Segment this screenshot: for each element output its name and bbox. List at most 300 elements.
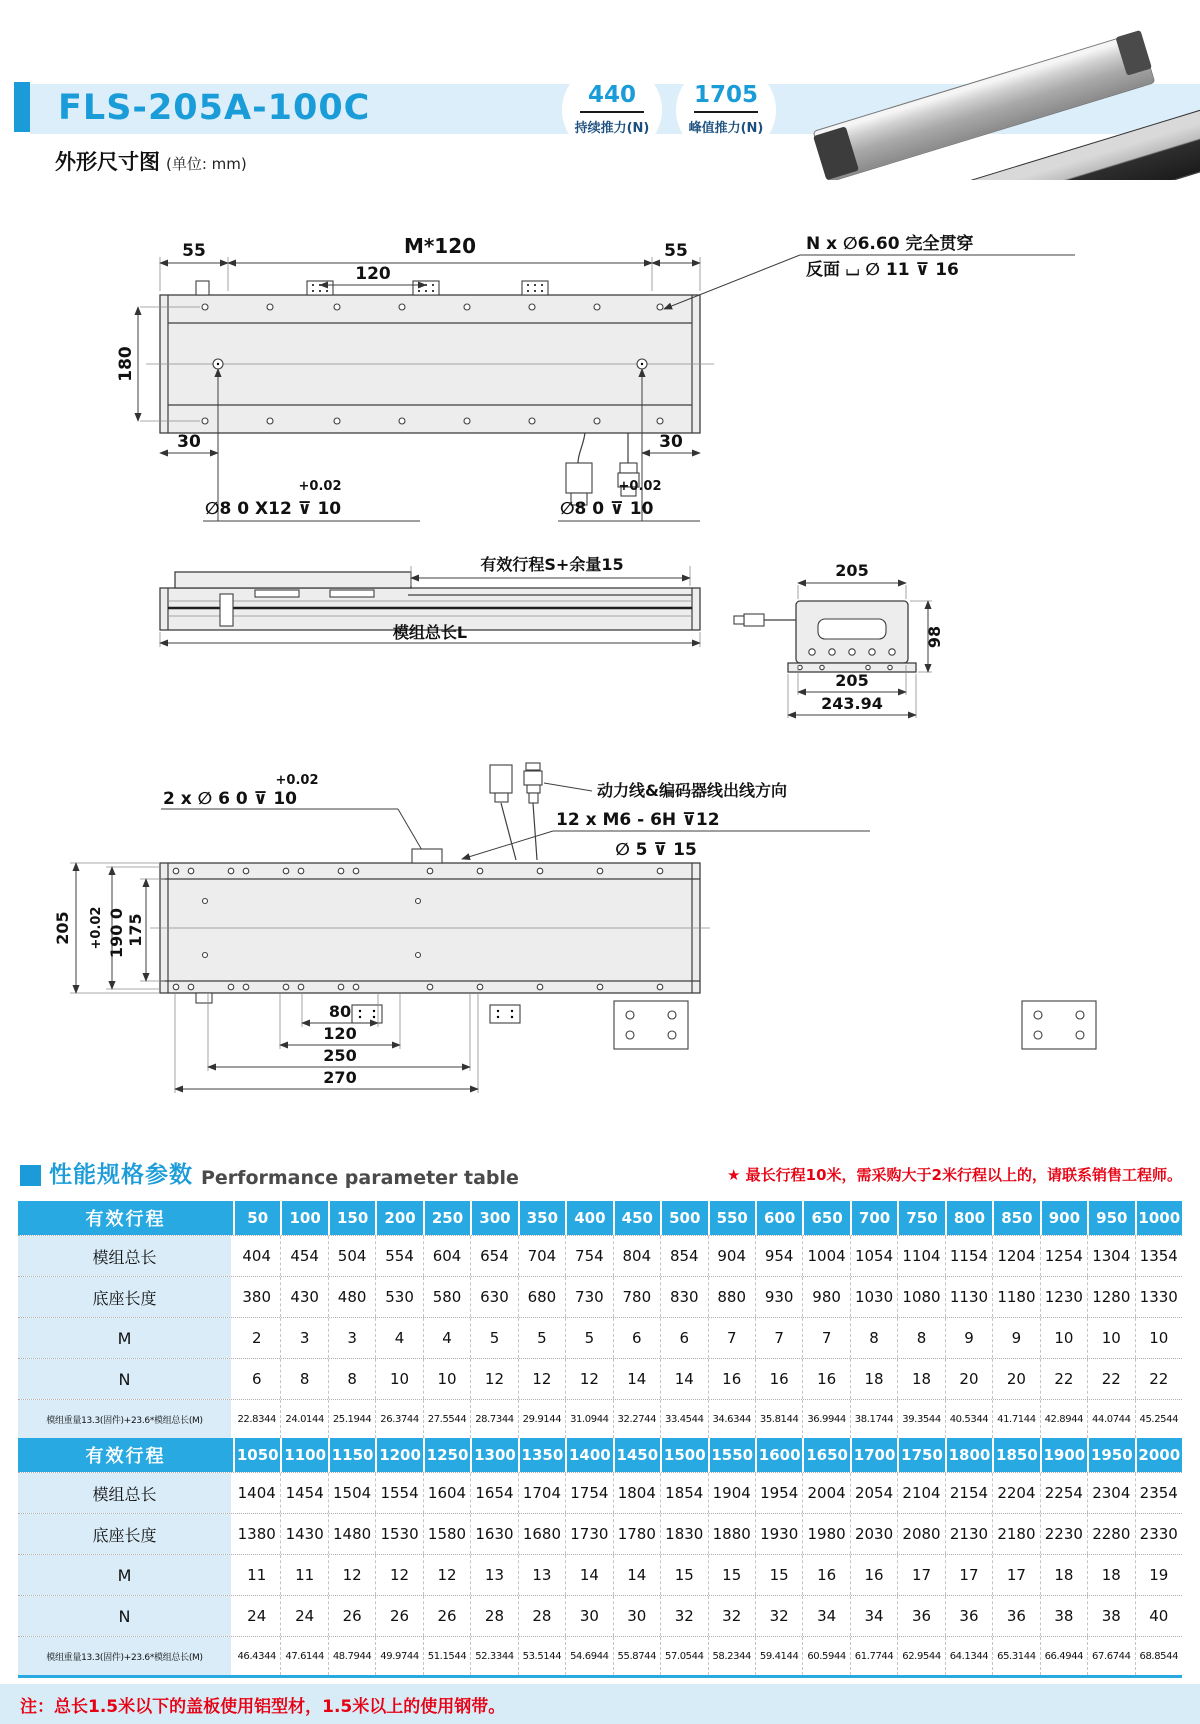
column-header-cell: 200 <box>375 1201 422 1235</box>
table-cell: 1854 <box>660 1473 707 1513</box>
column-header-cell: 850 <box>992 1201 1039 1235</box>
bottom-view-drawing <box>150 849 1096 1049</box>
table-cell: 26 <box>328 1596 375 1636</box>
table-cell: 26 <box>375 1596 422 1636</box>
table-header-row <box>18 1201 1182 1235</box>
table-cell: 16 <box>850 1555 897 1595</box>
table-cell: 44.0744 <box>1087 1400 1134 1438</box>
m6-thread-note: 12 x M6 - 6H ⊽12 <box>556 810 720 830</box>
tol-left: ∅8 0 X12 ⊽ 10 <box>205 499 342 519</box>
table-cell: 8 <box>897 1318 944 1358</box>
dim-250: 250 <box>323 1046 357 1065</box>
table-cell: 14 <box>565 1555 612 1595</box>
table-cell: 1654 <box>470 1473 517 1513</box>
divider <box>580 111 644 113</box>
stroke-warning-note: ★ 最长行程10米，需采购大于2米行程以上的，请联系销售工程师。 <box>727 1166 1182 1184</box>
table-cell: 12 <box>470 1359 517 1399</box>
column-header-cell: 1400 <box>565 1438 612 1472</box>
table-cell: 430 <box>280 1277 327 1317</box>
table-cell: 1304 <box>1087 1236 1134 1276</box>
table-cell: 1404 <box>237 1484 276 1502</box>
table-cell: 1604 <box>423 1473 470 1513</box>
table-cell: 14 <box>660 1359 707 1399</box>
table-cell: 704 <box>518 1236 565 1276</box>
column-header-cell: 1250 <box>423 1438 470 1472</box>
drawing-section-title <box>55 146 247 176</box>
total-length-label: 模组总长L <box>392 623 468 642</box>
table-cell: 57.0544 <box>660 1637 707 1675</box>
table-cell: 1004 <box>802 1236 849 1276</box>
sensor-tab <box>196 281 209 295</box>
table-cell: 2204 <box>992 1473 1039 1513</box>
table-cell: 36 <box>945 1596 992 1636</box>
column-header-cell: 750 <box>897 1201 944 1235</box>
table-cell: 35.8144 <box>755 1400 802 1438</box>
table-cell: 53.5144 <box>518 1637 565 1675</box>
table-cell: 30 <box>565 1596 612 1636</box>
table-cell: 3 <box>328 1318 375 1358</box>
table-cell: 754 <box>565 1236 612 1276</box>
table-cell: 20 <box>945 1359 992 1399</box>
table-cell: 5 <box>470 1318 517 1358</box>
table-cell: 554 <box>375 1236 422 1276</box>
table-cell: 5 <box>518 1318 565 1358</box>
dim-180: 180 <box>116 346 136 382</box>
dim-243: 243.94 <box>821 694 883 713</box>
column-header-cell: 550 <box>708 1201 755 1235</box>
table-cell: 2180 <box>992 1514 1039 1554</box>
performance-section-header <box>18 1149 1182 1189</box>
table-cell: 2054 <box>850 1473 897 1513</box>
table-cell: 41.7144 <box>992 1400 1039 1438</box>
table-cell: 854 <box>660 1236 707 1276</box>
table-cell: 1254 <box>1040 1236 1087 1276</box>
table-cell: 904 <box>708 1236 755 1276</box>
bottom-view-annotations <box>161 763 870 860</box>
table-cell: 5 <box>565 1318 612 1358</box>
column-header-cell: 2000 <box>1135 1438 1182 1472</box>
table-cell: 780 <box>613 1277 660 1317</box>
table-header-row <box>18 1438 1182 1472</box>
table-cell: 1830 <box>660 1514 707 1554</box>
performance-section <box>0 1135 1200 1678</box>
table-cell: 930 <box>755 1277 802 1317</box>
table-cell: 654 <box>470 1236 517 1276</box>
table-cell: 34 <box>850 1596 897 1636</box>
dimension-drawings <box>0 195 1200 1135</box>
table-cell: 20 <box>992 1359 1039 1399</box>
table-cell: 1204 <box>992 1236 1039 1276</box>
table-cell: 31.0944 <box>565 1400 612 1438</box>
table-cell: 1454 <box>280 1473 327 1513</box>
table-cell: 19 <box>1135 1555 1182 1595</box>
column-header-cell: 1700 <box>850 1438 897 1472</box>
table-cell: 630 <box>470 1277 517 1317</box>
table-cell: 15 <box>708 1555 755 1595</box>
table-cell: 61.7744 <box>850 1637 897 1675</box>
row-label: 底座长度 <box>18 1514 233 1554</box>
table-cell: 2104 <box>897 1473 944 1513</box>
table-cell: 54.6944 <box>565 1637 612 1675</box>
table-cell: 1230 <box>1040 1277 1087 1317</box>
table-cell: 1180 <box>992 1277 1039 1317</box>
table-cell: 55.8744 <box>613 1637 660 1675</box>
column-header-cell: 1000 <box>1135 1201 1182 1235</box>
table-cell: 40.5344 <box>945 1400 992 1438</box>
table-cell: 10 <box>423 1359 470 1399</box>
table-cell: 7 <box>755 1318 802 1358</box>
table-cell: 10 <box>1040 1318 1087 1358</box>
column-header-cell: 450 <box>613 1201 660 1235</box>
table-cell: 17 <box>945 1555 992 1595</box>
table-cell: 40 <box>1135 1596 1182 1636</box>
table-cell: 62.9544 <box>897 1637 944 1675</box>
table-cell: 38 <box>1040 1596 1087 1636</box>
table-cell: 1980 <box>802 1514 849 1554</box>
table-cell: 12 <box>518 1359 565 1399</box>
column-header-cell: 1150 <box>328 1438 375 1472</box>
table-cell: 27.5544 <box>423 1400 470 1438</box>
table-cell: 1430 <box>280 1514 327 1554</box>
table-cell: 1804 <box>613 1473 660 1513</box>
cable-connectors <box>566 433 639 505</box>
table-cell: 730 <box>565 1277 612 1317</box>
table-cell: 18 <box>1040 1555 1087 1595</box>
table-cell: 36 <box>992 1596 1039 1636</box>
table-cell: 32 <box>755 1596 802 1636</box>
table-cell: 12 <box>328 1555 375 1595</box>
table-cell: 36 <box>897 1596 944 1636</box>
table-cell: 6 <box>251 1370 262 1388</box>
table-cell: 2280 <box>1087 1514 1134 1554</box>
section-title-en: Performance parameter table <box>201 1167 519 1189</box>
dim-205-bottom: 205 <box>835 671 869 690</box>
table-cell: 580 <box>423 1277 470 1317</box>
drawing-unit: (单位: mm) <box>166 155 247 173</box>
column-header-cell: 300 <box>470 1201 517 1235</box>
column-header-cell: 900 <box>1040 1201 1087 1235</box>
table-cell: 16 <box>755 1359 802 1399</box>
stroke-dim-label: 有效行程S+余量15 <box>480 555 624 574</box>
table-row <box>18 1317 1182 1358</box>
column-header-cell: 600 <box>755 1201 802 1235</box>
column-header-cell: 1600 <box>755 1438 802 1472</box>
table-cell: 30 <box>613 1596 660 1636</box>
performance-table-2 <box>18 1438 1182 1675</box>
table-cell: 8 <box>280 1359 327 1399</box>
footnote-band <box>0 1684 1200 1724</box>
table-cell: 454 <box>280 1236 327 1276</box>
table-cell: 1580 <box>423 1514 470 1554</box>
table-cell: 28 <box>470 1596 517 1636</box>
connector-blocks <box>307 281 548 295</box>
table-cell: 33.4544 <box>660 1400 707 1438</box>
column-header-cell: 100 <box>280 1201 327 1235</box>
column-header-cell: 50 <box>233 1201 280 1235</box>
dim-120-bottom: 120 <box>323 1024 357 1043</box>
drawing-title: 外形尺寸图 <box>55 150 160 174</box>
table-cell: 9 <box>992 1318 1039 1358</box>
column-header-cell: 1500 <box>660 1438 707 1472</box>
table-cell: 18 <box>1087 1555 1134 1595</box>
table-cell: 68.8544 <box>1135 1637 1182 1675</box>
dim-175: 175 <box>126 913 145 947</box>
table-cell: 980 <box>802 1277 849 1317</box>
phi5-note: ∅ 5 ⊽ 15 <box>615 840 697 860</box>
performance-table-1 <box>18 1201 1182 1438</box>
column-header-cell: 400 <box>565 1201 612 1235</box>
column-header-cell: 1100 <box>280 1438 327 1472</box>
table-cell: 2304 <box>1087 1473 1134 1513</box>
peak-thrust-badge <box>676 62 776 158</box>
table-cell: 34 <box>802 1596 849 1636</box>
row-label: 模组重量13.3(固件)+23.6*模组总长(M) <box>18 1637 233 1675</box>
row-label: 模组总长 <box>18 1473 233 1513</box>
table-cell: 380 <box>242 1288 272 1306</box>
table-cell: 804 <box>613 1236 660 1276</box>
continuous-thrust-badge <box>562 62 662 158</box>
table-cell: 604 <box>423 1236 470 1276</box>
table-cell: 1054 <box>850 1236 897 1276</box>
table-cell: 1380 <box>237 1525 276 1543</box>
table-cell: 3 <box>280 1318 327 1358</box>
table-cell: 2 <box>251 1329 262 1347</box>
table-cell: 46.4344 <box>237 1650 276 1662</box>
table-cell: 404 <box>242 1247 272 1265</box>
row-label: 模组总长 <box>18 1236 233 1276</box>
table-cell: 2330 <box>1135 1514 1182 1554</box>
table-cell: 2254 <box>1040 1473 1087 1513</box>
mount-foot-blocks <box>352 1001 1096 1049</box>
hole-note-line2: 反面 ⌴ ∅ 11 ⊽ 16 <box>806 260 959 280</box>
table-cell: 1554 <box>375 1473 422 1513</box>
dim-m120: M*120 <box>403 234 477 258</box>
table-cell: 504 <box>328 1236 375 1276</box>
dim-190: 190 0 <box>107 907 126 959</box>
table-cell: 60.5944 <box>802 1637 849 1675</box>
dim-55-right: 55 <box>664 241 688 261</box>
table-cell: 28 <box>518 1596 565 1636</box>
table-cell: 28.7344 <box>470 1400 517 1438</box>
table-cell: 1880 <box>708 1514 755 1554</box>
table-cell: 2080 <box>897 1514 944 1554</box>
section-title-cn: 性能规格参数 <box>49 1162 193 1188</box>
table-cell: 34.6344 <box>708 1400 755 1438</box>
table-cell: 32 <box>708 1596 755 1636</box>
column-header-cell: 950 <box>1087 1201 1134 1235</box>
table-cell: 1730 <box>565 1514 612 1554</box>
column-header-cell: 250 <box>423 1201 470 1235</box>
column-header-cell: 1850 <box>992 1438 1039 1472</box>
table-cell: 18 <box>897 1359 944 1399</box>
table-cell: 52.3344 <box>470 1637 517 1675</box>
column-header-cell: 150 <box>328 1201 375 1235</box>
column-header-cell: 1650 <box>802 1438 849 1472</box>
column-header-cell: 650 <box>802 1201 849 1235</box>
dim-55-left: 55 <box>182 241 206 261</box>
table-cell: 11 <box>280 1555 327 1595</box>
column-header-cell: 1750 <box>897 1438 944 1472</box>
table-cell: 10 <box>1135 1318 1182 1358</box>
table-cell: 26.3744 <box>375 1400 422 1438</box>
column-header-cell: 1950 <box>1087 1438 1134 1472</box>
table-cell: 1630 <box>470 1514 517 1554</box>
table-cell: 16 <box>708 1359 755 1399</box>
table-cell: 58.2344 <box>708 1637 755 1675</box>
table-cell: 1154 <box>945 1236 992 1276</box>
table-cell: 39.3544 <box>897 1400 944 1438</box>
table-cell: 1904 <box>708 1473 755 1513</box>
continuous-thrust-label: 持续推力(N) <box>574 121 650 136</box>
table-cell: 32 <box>660 1596 707 1636</box>
accent-bar <box>14 82 30 132</box>
row-label: 模组重量13.3(固件)+23.6*模组总长(M) <box>18 1400 233 1438</box>
table-row <box>18 1276 1182 1317</box>
row-label: M <box>18 1555 233 1595</box>
table-cell: 2230 <box>1040 1514 1087 1554</box>
dim-205-top: 205 <box>835 561 869 580</box>
table-cell: 15 <box>660 1555 707 1595</box>
table-cell: 15 <box>755 1555 802 1595</box>
stroke-header-cell: 有效行程 <box>18 1438 233 1472</box>
table-cell: 1530 <box>375 1514 422 1554</box>
stroke-header-cell: 有效行程 <box>18 1201 233 1235</box>
table-row <box>18 1636 1182 1675</box>
table-cell: 8 <box>328 1359 375 1399</box>
table-row <box>18 1235 1182 1276</box>
table-cell: 38 <box>1087 1596 1134 1636</box>
table-cell: 4 <box>423 1318 470 1358</box>
table-cell: 67.6744 <box>1087 1637 1134 1675</box>
performance-tables <box>18 1201 1182 1678</box>
dim-120: 120 <box>355 264 391 284</box>
column-header-cell: 1900 <box>1040 1438 1087 1472</box>
table-cell: 1680 <box>518 1514 565 1554</box>
table-cell: 6 <box>660 1318 707 1358</box>
column-header-cell: 1200 <box>375 1438 422 1472</box>
divider <box>694 111 758 113</box>
table-cell: 2354 <box>1135 1473 1182 1513</box>
table-cell: 32.2744 <box>613 1400 660 1438</box>
table-cell: 22.8344 <box>237 1413 276 1425</box>
table-cell: 12 <box>423 1555 470 1595</box>
side-view-drawing <box>160 572 700 630</box>
table-cell: 24 <box>247 1607 267 1625</box>
table-cell: 42.8944 <box>1040 1400 1087 1438</box>
table-row <box>18 1358 1182 1399</box>
table-cell: 38.1744 <box>850 1400 897 1438</box>
table-row <box>18 1513 1182 1554</box>
table-cell: 1130 <box>945 1277 992 1317</box>
row-label: M <box>18 1318 233 1358</box>
column-header-cell: 500 <box>660 1201 707 1235</box>
table-cell: 9 <box>945 1318 992 1358</box>
column-header-cell: 1050 <box>233 1438 280 1472</box>
table-cell: 36.9944 <box>802 1400 849 1438</box>
table-cell: 25.1944 <box>328 1400 375 1438</box>
table-cell: 1704 <box>518 1473 565 1513</box>
table-cell: 16 <box>802 1555 849 1595</box>
dowel-block <box>412 849 442 863</box>
table-row <box>18 1554 1182 1595</box>
table-cell: 1030 <box>850 1277 897 1317</box>
tol-right: ∅8 0 ⊽ 10 <box>560 499 654 519</box>
table-cell: 954 <box>755 1236 802 1276</box>
peak-thrust-value: 1705 <box>693 82 758 108</box>
page-header <box>0 0 1200 195</box>
table-cell: 66.4944 <box>1040 1637 1087 1675</box>
table-cell: 830 <box>660 1277 707 1317</box>
table-cell: 59.4144 <box>755 1637 802 1675</box>
table-cell: 4 <box>375 1318 422 1358</box>
table-cell: 13 <box>470 1555 517 1595</box>
table-cell: 13 <box>518 1555 565 1595</box>
table-cell: 1780 <box>613 1514 660 1554</box>
motor-bracket <box>220 594 233 626</box>
footnote-text: 注：总长1.5米以下的盖板使用铝型材，1.5米以上的使用钢带。 <box>20 1696 506 1717</box>
row-label: 底座长度 <box>18 1277 233 1317</box>
table-cell: 6 <box>613 1318 660 1358</box>
table-cell: 530 <box>375 1277 422 1317</box>
table-cell: 16 <box>802 1359 849 1399</box>
column-header-cell: 1800 <box>945 1438 992 1472</box>
row-label: N <box>18 1596 233 1636</box>
table-cell: 22 <box>1135 1359 1182 1399</box>
column-header-cell: 1550 <box>708 1438 755 1472</box>
tol-2x: 2 x ∅ 6 0 ⊽ 10 <box>163 789 297 809</box>
table-cell: 1354 <box>1135 1236 1182 1276</box>
dim-205-left: 205 <box>53 911 72 945</box>
table-cell: 17 <box>897 1555 944 1595</box>
tol-left-sup: +0.02 <box>298 479 342 494</box>
dim-30-right: 30 <box>659 432 683 452</box>
table-cell: 1754 <box>565 1473 612 1513</box>
table-cell: 1930 <box>755 1514 802 1554</box>
column-header-cell: 350 <box>518 1201 565 1235</box>
table-cell: 26 <box>423 1596 470 1636</box>
cable-exit-connectors <box>490 763 542 860</box>
tol-right-sup: +0.02 <box>618 479 662 494</box>
table-cell: 65.3144 <box>992 1637 1039 1675</box>
end-view-drawing <box>734 601 916 672</box>
cable-exit-note: 动力线&编码器线出线方向 <box>597 781 787 800</box>
table-cell: 12 <box>565 1359 612 1399</box>
table-cell: 1280 <box>1087 1277 1134 1317</box>
table-cell: 45.2544 <box>1135 1400 1182 1438</box>
table-cell: 10 <box>1087 1318 1134 1358</box>
table-cell: 48.7944 <box>328 1637 375 1675</box>
table-cell: 14 <box>613 1359 660 1399</box>
table-cell: 24 <box>280 1596 327 1636</box>
table-row <box>18 1595 1182 1636</box>
table-cell: 51.1544 <box>423 1637 470 1675</box>
table-cell: 11 <box>247 1566 267 1584</box>
column-header-cell: 1450 <box>613 1438 660 1472</box>
table-cell: 1954 <box>755 1473 802 1513</box>
product-photo <box>795 0 1200 180</box>
dim-30-left: 30 <box>177 432 201 452</box>
table-cell: 2004 <box>802 1473 849 1513</box>
column-header-cell: 1350 <box>518 1438 565 1472</box>
table-cell: 1330 <box>1135 1277 1182 1317</box>
top-view-drawing <box>146 281 714 505</box>
table-cell: 18 <box>850 1359 897 1399</box>
table-cell: 49.9744 <box>375 1637 422 1675</box>
dim-80: 80 <box>328 1002 352 1021</box>
dim-270: 270 <box>323 1068 357 1087</box>
table-row <box>18 1399 1182 1438</box>
tol-2x-sup: +0.02 <box>275 773 319 788</box>
